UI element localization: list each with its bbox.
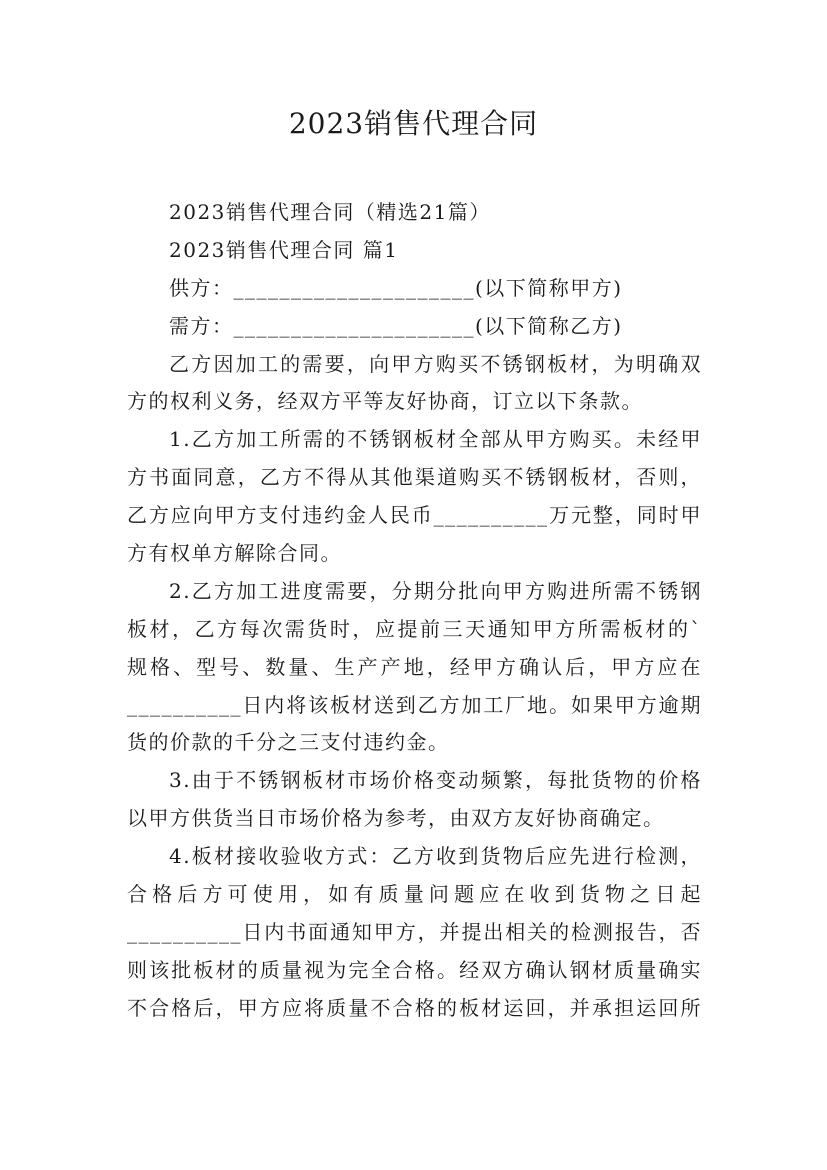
- document-body: [127, 194, 702, 1028]
- document-line: 乙方因加工的需要，向甲方购买不锈钢板材，为明确双: [169, 351, 702, 376]
- document-line: 以甲方供货当日市场价格为参考，由双方友好协商确定。: [127, 806, 665, 831]
- document-line: 货的价款的千分之三支付违约金。: [127, 730, 450, 755]
- document-line: 方的权利义务，经双方平等友好协商，订立以下条款。: [127, 389, 643, 414]
- document-line: __________日内将该板材送到乙方加工厂地。如果甲方逾期: [127, 692, 702, 717]
- document-line: 方书面同意，乙方不得从其他渠道购买不锈钢板材，否则，: [127, 465, 702, 490]
- document-line: 乙方应向甲方支付违约金人民币__________万元整，同时甲: [127, 503, 702, 528]
- document-line: 2.乙方加工进度需要，分期分批向甲方购进所需不锈钢: [169, 578, 702, 603]
- document-line: 方有权单方解除合同。: [127, 541, 342, 566]
- document-title: 2023销售代理合同: [288, 107, 539, 140]
- document-line: 4.板材接收验收方式：乙方收到货物后应先进行检测，: [169, 844, 702, 869]
- document-line: 规格、型号、数量、生产产地，经甲方确认后，甲方应在: [127, 654, 702, 679]
- document-line: __________日内书面通知甲方，并提出相关的检测报告，否: [127, 919, 702, 944]
- document-line: 3.由于不锈钢板材市场价格变动频繁，每批货物的价格: [169, 768, 702, 793]
- document-line: 则该批板材的质量视为完全合格。经双方确认钢材质量确实: [127, 957, 702, 982]
- document-line: 供方：_____________________(以下简称甲方): [169, 275, 623, 300]
- document-line: 2023销售代理合同 篇1: [169, 237, 399, 262]
- document-line: 不合格后，甲方应将质量不合格的板材运回，并承担运回所: [127, 995, 702, 1020]
- document-line: 2023销售代理合同（精选21篇）: [169, 200, 491, 224]
- document-line: 板材，乙方每次需货时，应提前三天通知甲方所需板材的`: [127, 616, 702, 641]
- document-line: 需方：_____________________(以下简称乙方): [169, 313, 623, 338]
- document-line: 合格后方可使用，如有质量问题应在收到货物之日起: [127, 882, 702, 907]
- document-line: 1.乙方加工所需的不锈钢板材全部从甲方购买。未经甲: [169, 427, 702, 452]
